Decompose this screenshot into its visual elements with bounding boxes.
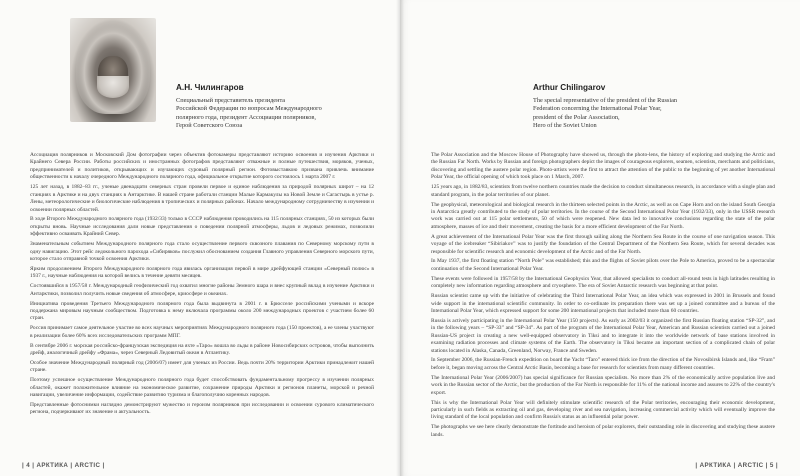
paragraph: Состоявшийся в 1957/58 г. Международный геофизический год охватил многие районы Земного шара и внес крупный вклад в изучение Арктики и Антарктики, позволил получить новые сведения об атмосфере, криосфере и океанах. <box>30 283 374 297</box>
paragraph: Поэтому успешное осуществление Международного полярного года будет способствовать фундаментальному прогрессу в изучении полярных областей, окажет положительное влияние на экономическое развитие, сохранение природы Арктики и регионов планеты, морской и речной навигации, увеличение информации, содействие развитию туризма и благополучию коренных народов. <box>30 377 374 399</box>
paragraph: В ходе Второго Международного полярного года (1932/33) только в СССР наблюдения проводились на 115 полярных станциях, 50 из которых были открыты вновь. Научные исследования дали новые представления о поведении полярной атмосферы, льдов и ледовых режимах, позволили эффективно осваивать Крайний Север. <box>30 216 374 238</box>
body-text-ru <box>30 152 374 419</box>
page-footer-right: | АРКТИКА | ARCTIC | 5 | <box>695 462 778 469</box>
bio-line: Hero of the Soviet Union <box>533 121 597 129</box>
paragraph: A great achievement of the International Polar Year was the first through sailing along the Northern Sea Route in the course of one navigation season. This voyage of the icebreaker “Sibiriakov” was to justify the foundation of the Central Department of the Northern Sea Route, which for several decades was responsible for scientific research and economic development of the Arctic and of the Far North. <box>431 233 775 255</box>
paragraph: The Polar Association and the Moscow House of Photography have showed us, through the photo-lens, the history of exploring and studying the Arctic and the Russian Far North. Works by Russian and foreign photographers depict the images of courageous explorers, seamen, scientists, merchants and politicians, discovering and settling the austere polar region. Photo-artists were the first to attract the attention of the public to the beginning of yet another International Polar Year, the official opening of which took place on 1 March, 2007. <box>431 152 775 181</box>
paragraph: Ассоциация полярников и Московский Дом фотографии через объектив фотокамеры представляют историю освоения и изучения Арктики и Крайнего Севера России. Работы российских и иностранных фотографов представляют отважные и полные путешествия, моряков, ученых, предпринимателей и политиков, открывающих и изучающих суровый полярный регион. Фотовыставкою призвана привлечь внимание общественности к началу очередного Международного полярного года, официальное открытие которого состоялось 1 марта 2007 г. <box>30 152 374 181</box>
book-gutter <box>396 0 404 476</box>
beard <box>97 76 129 98</box>
paragraph: Знаменательным событием Международного полярного года стало осуществление первого сквозного плавания по Северному морскому пути в одну навигацию. Этот рейс ледокольного парохода «Сибиряков» послужил обоснованием создания Главного управления Северного морского пути, которое стало отправной точкой освоения Арктики. <box>30 241 374 263</box>
paragraph: The geophysical, meteorological and biological research in the thirteen selected points in the Arctic, as well as on Cape Horn and on the island South Georgia in Antarctica greatly contributed to the study of polar territories. In the course of the Second International Polar Year (1932/33), only in the USSR research work was carried out at 115 polar settlements, 50 of which were reopened. New data led to innovative conclusions regarding the state of the polar atmosphere, masses of ice and their movement, creating the basis for a more efficient development of the Far North. <box>431 201 775 230</box>
bio-line: полярного года, президент Ассоциации полярников, <box>176 113 316 121</box>
author-name-en: Arthur Chilingarov <box>533 83 606 92</box>
paragraph: The photographs we see here clearly demonstrate the fortitude and heroism of polar explorers, their outstanding role in discovering and studying these austere lands. <box>431 424 775 438</box>
paragraph: 125 лет назад, в 1882–83 гг., ученые двенадцати северных стран провели первое и единое наблюдения за природой полярных широт – на 12 станциях в Арктике и на двух станциях в Антарктике. В нашей стране работали станции Малые Кармакулы на Новой Земле и Сагастырь в устье р. Лены, метеорологические и биологические наблюдения в тропических и полярных районах. Начало международному сотрудничеству в изучении и освоении полярных областей. <box>30 184 374 213</box>
bio-line: Federation concerning the International Polar Year, <box>533 105 662 113</box>
bio-line: Российской Федерации по вопросам Международного <box>176 105 322 113</box>
bio-block-en <box>533 84 693 130</box>
page-footer-left: | 4 | АРКТИКА | ARCTIC | <box>22 462 105 469</box>
paragraph: In September 2006, the Russian-French expedition on board the Yacht “Taro” entered thick ice from the direction of the Novosibirsk Islands and, like “Fram” before it, began moving across the Central Arctic Basin, becoming a base for research for scientists from many different countries. <box>431 357 775 371</box>
paragraph: Россия принимает самое деятельное участие во всех научных мероприятиях Международного полярного года (150 проектов), а ее члены участвуют в реализации более 60% всех исследовательских программ МПГ. <box>30 325 374 339</box>
paragraph: Инициатива проведения Третьего Международного полярного года была выдвинута в 2001 г. в Брюсселе российскими учеными и вскоре поддержана мировым научным сообществом. Подготовка к нему включала программы около 200 международных проектов с участием более 60 стран. <box>30 300 374 322</box>
paragraph: Особое значение Международный полярный год (2006/07) имеет для ученых из России. Ведь почти 20% территории Арктики принадлежит нашей стране. <box>30 359 374 374</box>
author-name-ru: А.Н. Чилингаров <box>176 83 244 92</box>
paragraph: The International Polar Year (2006/2007) has special significance for Russian specialists. No more than 2% of the economically active population live and work in the Russian sector of the Arctic, but the production of the Far North is responsible for 11% of the national income and assures to 22% of the country's export. <box>431 374 775 396</box>
paragraph: 125 years ago, in 1882/83, scientists from twelve northern countries made the decision to conduct simultaneous research, in accordance with a single plan and standard program, in the polar territories of our planet. <box>431 184 775 198</box>
paragraph: Ярким продолжением Второго Международного полярного года явилась организация первой в мире дрейфующей станции «Северный полюс» в 1937 г., научные наблюдения на которой велись в течение девяти месяцев. <box>30 265 374 280</box>
paragraph: В сентябре 2006 г. морская российско-французская экспедиция на яхте «Таро» вошла во льды в районе Новосибирских островов, чтобы выполнить дрейф, аналогичный дрейфу «Фрама», через Северный Ледовитый океан в Атлантику. <box>30 342 374 356</box>
body-text-en <box>431 152 775 442</box>
paragraph: This is why the International Polar Year will definitely stimulate scientific research of the Polar territories, encouraging their economic development, particularly in such fields as extracting oil and gas, developing river and sea navigation, increasing commercial activity which will eventually improve the living standard of the local population and confirm Russia's status as an influential polar power. <box>431 399 775 421</box>
bio-line: president of the Polar Association, <box>533 113 620 121</box>
paragraph: Russia is actively participating in the International Polar Year (150 projects). As early as 2002/03 it organized the first Russian floating station “SP-32”, and in the following years – “SP-33” and “SP-34”. As part of the program of the International Polar Year, American and Russian scientists carried out a joined Russian-US project in creating a new well-equipped observatory in Tiksi and to integrate it into the worldwide network of base stations involved in examining radiation processes and climate systems of the Earth. The observatory in Tiksi became an important section of a complicated chain of polar stations located in Alaska, Canada, Greenland, Norway, France and Sweden. <box>431 317 775 354</box>
paragraph: Russian scientist came up with the initiative of celebrating the Third International Polar Year, an idea which was expressed in 2001 in Brussels and found wide support in the international scientific community. In order to co-ordinate its preparation there was set up a joined committee and a bureau of the International Polar Year, which expressed support for some 200 international projects that included more than 60 countries. <box>431 293 775 314</box>
paragraph: In May 1937, the first floating station “North Pole” was established; this and the flights of Soviet pilots over the Pole to America, proved to be a spectacular continuation of the Second International Polar Year. <box>431 258 775 272</box>
bio-line: Специальный представитель президента <box>176 97 286 105</box>
portrait-photo <box>70 18 156 122</box>
paragraph: Представленные фотоснимки наглядно демонстрируют мужество и героизм полярников при исследовании и освоении сурового климатического региона, подчеркивают их значение и актуальность. <box>30 401 374 416</box>
paragraph: These events were followed in 1957/58 by the International Geophysics Year, that allowed specialists to conduct all-round tests in high latitudes resulting in completely new information regarding atmosphere and cryosphere. The era of Soviet Antarctic research was beginning at that point. <box>431 275 775 290</box>
bio-line: Герой Советского Союза <box>176 121 243 129</box>
bio-block-ru <box>176 84 326 130</box>
bio-line: The special representative of the president of the Russian <box>533 97 678 105</box>
